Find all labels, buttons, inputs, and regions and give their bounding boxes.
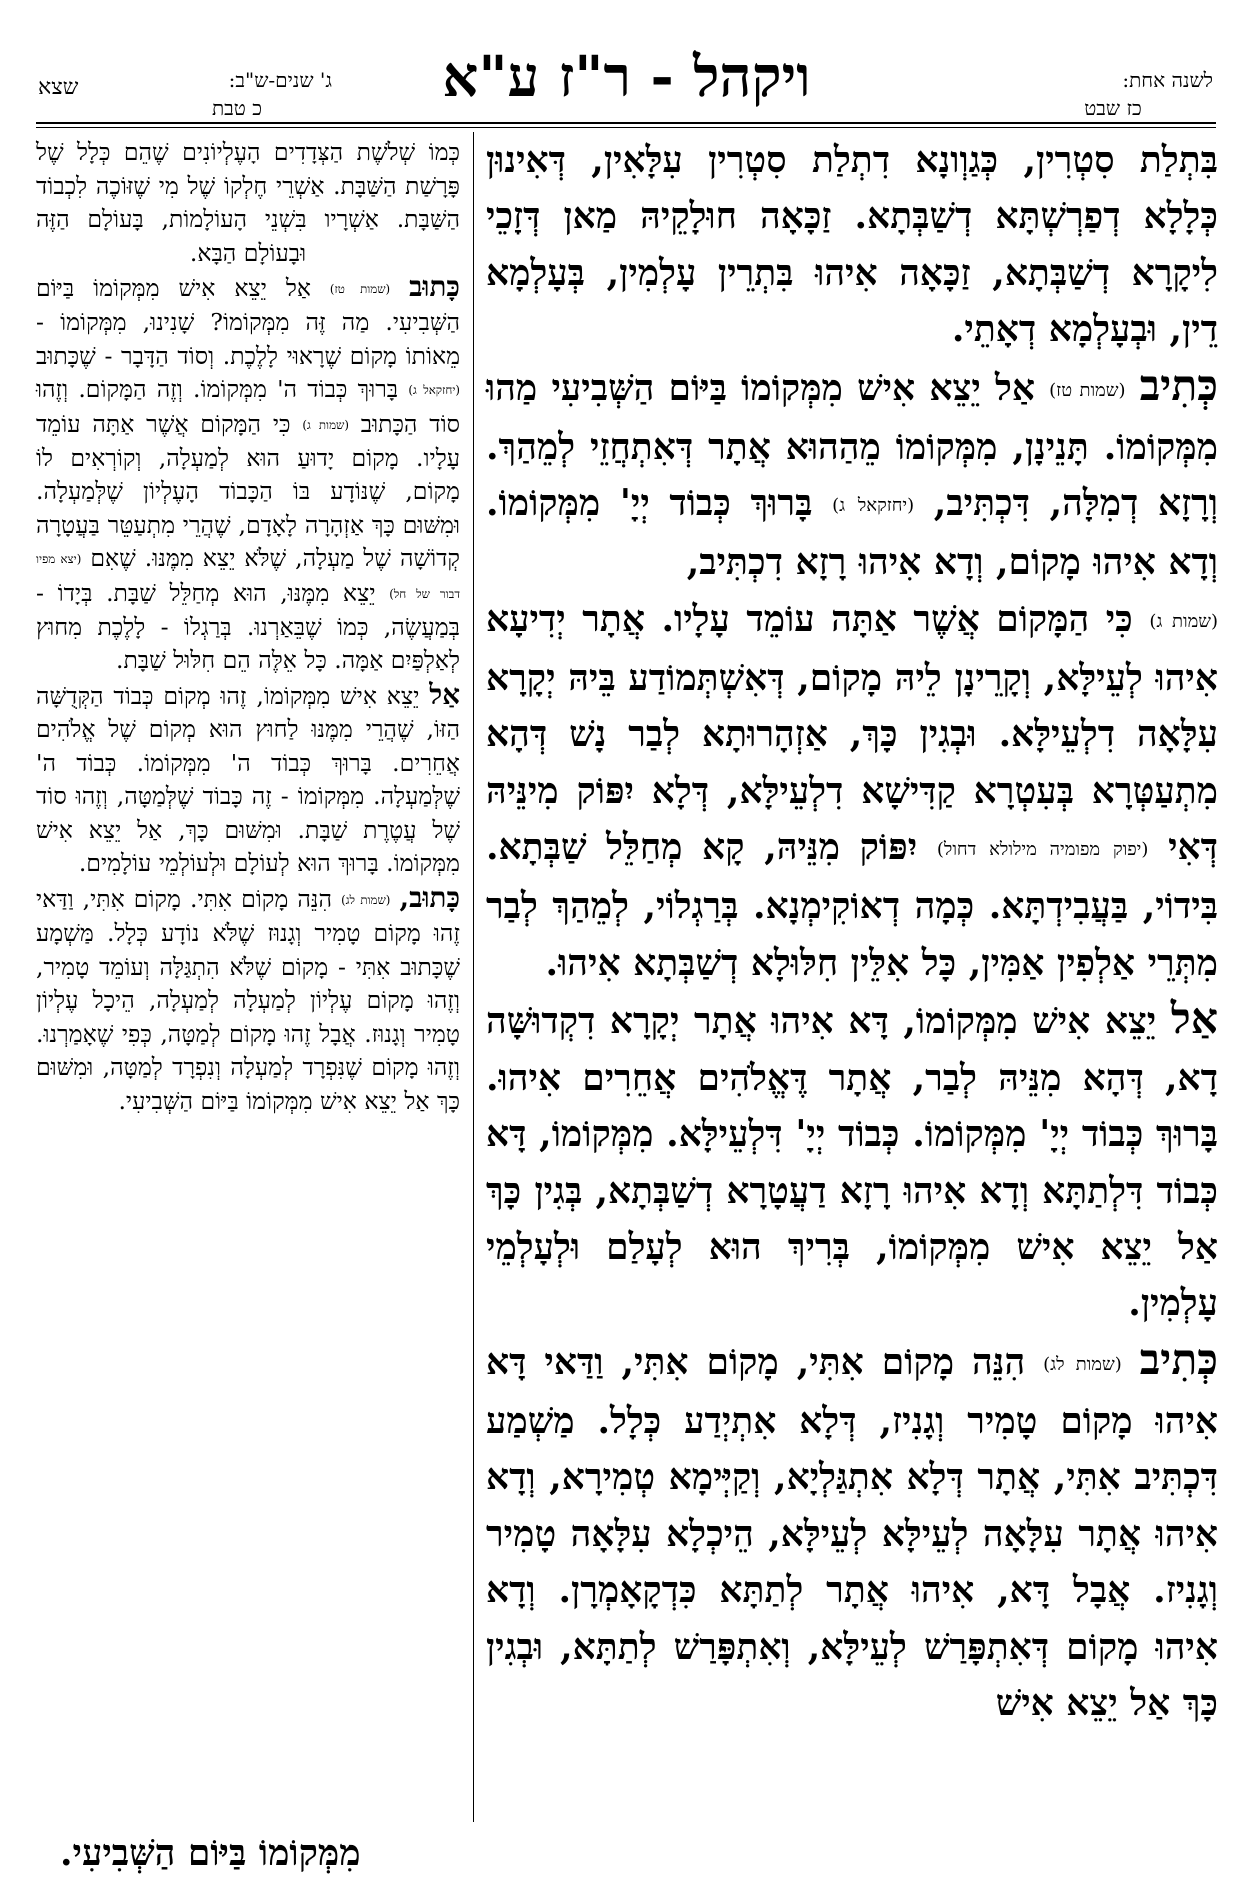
page-title: ויקהל - ר"ז ע"א [442,44,811,110]
main-column-aramaic [486,132,1218,1822]
header-rule-thin [36,127,1216,128]
main-paragraph-4: כְּתִיב (שמות לג) הִנֵּה מָקוֹם אִתִּי, מָקוֹם אִתִּי, וַדַּאי דָּא אִיהוּ מָקוֹם טָמִיר וְגָנִיז, דְּלָא אִתְיְדַע כְּלָל. מַשְׁמַע דִּכְתִּיב אִתִּי, אֲתָר דְּלָא אִתְגַּלְיָא, וְקַיְּימָא טְמִירָא, וְדָא אִיהוּ אֲתָר עִלָּאָה לְעֵילָּא לְעֵילָּא, הֵיכְלָא עִלָּאָה טָמִיר וְגָנִיז. אֲבָל דָּא, אִיהוּ אֲתָר לְתַתָּא כִּדְקָאָמְרָן. וְדָא אִיהוּ מָקוֹם דְּאִתְפָּרַשׁ לְעֵילָּא, וְאִתְפָּרַשׁ לְתַתָּא, וּבְגִין כָּךְ אַל יֵצֵא אִישׁ [486,1334,1218,1724]
source-ref: (שמות לג) [341,892,391,907]
source-ref: (יצא מפיו דבור של חל) [36,552,460,601]
right-schedule-line2: כז שבט [1084,96,1142,120]
lead-word: אַל [429,677,460,711]
column-divider [473,132,474,1822]
lead-word: כָּתוּב [409,270,460,303]
lead-word: כְּתִיב [1139,360,1218,411]
right-schedule-line1: לשנה אחת: [1122,68,1213,92]
source-ref: (יחזקאל ג) [832,495,915,517]
page-number: שצא [38,75,79,100]
source-ref: (יפוק מפומיה מילולא דחול) [936,839,1149,861]
left-schedule-line1: ג' שנים-ש"ב: [228,68,332,92]
side-paragraph-3: אַל יֵצֵא אִישׁ מִמְּקוֹמוֹ, זֶהוּ מְקוֹם כְּבוֹד הַקְּדֻשָּׁה הַזּוֹ, שֶׁהֲרֵי מִמֶּנּוּ לַחוּץ הוּא מְקוֹם שֶׁל אֱלֹהִים אֲחֵרִים. בָּרוּךְ כְּבוֹד ה' מִמְּקוֹמוֹ. כְּבוֹד ה' שֶׁלְּמַעְלָה. מִמְּקוֹמוֹ - זֶה כָּבוֹד שֶׁלְּמַטָּה, וְזֶהוּ סוֹד שֶׁל עֲטֶרֶת שַׁבָּת. וּמִשּׁוּם כָּךְ, אַל יֵצֵא אִישׁ מִמְּקוֹמוֹ. בָּרוּךְ הוּא לְעוֹלָם וּלְעוֹלְמֵי עוֹלָמִים. [36,677,460,878]
source-ref: (יחזקאל ג) [408,383,460,397]
source-ref: (שמות טז) [1049,379,1126,401]
side-paragraph-1: כְּמוֹ שְׁלֹשֶׁת הַצְּדָדִים הָעֶלְיוֹנִים שֶׁהֵם כְּלָל שֶׁל פָּרָשַׁת הַשַּׁבָּת. אַשְׁרֵי חֶלְקוֹ שֶׁל מִי שֶׁזּוֹכֶה לִכְבוֹד הַשַּׁבָּת. אַשְׁרָיו בִּשְׁנֵי הָעוֹלָמוֹת, בָּעוֹלָם הַזֶּה וּבָעוֹלָם הַבָּא. [36,138,460,267]
lead-word: אַל [1170,994,1218,1045]
footer-catchword: מִמְּקוֹמוֹ בַּיּוֹם הַשְּׁבִיעִי. [60,1832,361,1874]
source-ref: (שמות ג) [1149,610,1219,632]
source-ref: (שמות טז) [329,281,391,296]
main-paragraph-2: כְּתִיב (שמות טז) אַל יֵצֵא אִישׁ מִמְּקוֹמוֹ בַּיּוֹם הַשְּׁבִיעִי מַהוּ מִמְּקוֹמוֹ. תָּנֵינָן, מִמְּקוֹמוֹ מֵהַהוּא אֲתָר דְּאִתְחֲזֵי לְמֵהַךְ. וְרָזָא דְמִלָּה, דִּכְתִּיב, (יחזקאל ג) בָּרוּךְ כְּבוֹד יְיָ' מִמְּקוֹמוֹ. וְדָא אִיהוּ מָקוֹם, וְדָא אִיהוּ רָזָא דִכְתִּיב, (שמות ג) כִּי הַמָּקוֹם אֲשֶׁר אַתָּה עוֹמֵד עָלָיו. אֲתָר יְדִיעָא אִיהוּ לְעֵילָּא, וְקָרֵינָן לֵיהּ מָקוֹם, דְּאִשְׁתְּמוֹדַע בֵּיהּ יְקָרָא עִלָּאָה דִלְעֵילָּא. וּבְגִין כָּךְ, אַזְהָרוּתָא לְבַר נָשׁ דְּהָא מִתְעַטְּרָא בְּעִטְרָא קַדִּישָׁא דִלְעֵילָּא, דְּלָא יִפּוֹק מִינֵּיהּ דְּאִי (יפוק מפומיה מילולא דחול) יִפּוֹק מִנֵּיהּ, קָא מְחַלֵּל שַׁבְּתָא. בִּידוֹי, בַּעֲבִידְתָּא. כְּמָה דְאוֹקִימְנָא. בְּרַגְלוֹי, לְמֵהַךְ לְבַר מִתְּרֵי אַלְפִין אַמִּין, כָּל אִלֵּין חִלּוּלָא דְשַׁבְּתָא אִיהוּ. [486,360,1219,984]
header-rule [36,122,1216,124]
right-schedule [1013,66,1213,122]
side-column-hebrew [36,136,460,1826]
lead-word: כְּתִיב [1139,1334,1218,1385]
source-ref: (שמות ג) [302,417,349,432]
lead-word: כָּתוּב, [399,880,460,914]
side-paragraph-2: כָּתוּב (שמות טז) אַל יֵצֵא אִישׁ מִמְּקוֹמוֹ בַּיּוֹם הַשְּׁבִיעִי. מַה זֶּה מִמְּקוֹמוֹ? שָׁנִינוּ, מִמְּקוֹמוֹ - מֵאוֹתוֹ מָקוֹם שֶׁרָאוּי לָלֶכֶת. וְסוֹד הַדָּבָר - שֶׁכָּתוּב (יחזקאל ג) בָּרוּךְ כְּבוֹד ה' מִמְּקוֹמוֹ. וְזֶה הַמָּקוֹם. וְזֶהוּ סוֹד הַכָּתוּב (שמות ג) כִּי הַמָּקוֹם אֲשֶׁר אַתָּה עוֹמֵד עָלָיו. מָקוֹם יָדוּעַ הוּא לְמַעְלָה, וְקוֹרְאִים לוֹ מָקוֹם, שֶׁנּוֹדָע בּוֹ הַכָּבוֹד הָעֶלְיוֹן שֶׁלְּמַעְלָה. וּמִשּׁוּם כָּךְ אַזְהָרָה לָאָדָם, שֶׁהֲרֵי מִתְעַטֵּר בַּעֲטָרָה קְדוֹשָׁה שֶׁל מַעְלָה, שֶׁלֹּא יֵצֵא מִמֶּנּוּ. שֶׁאִם (יצא מפיו דבור של חל) יֵצֵא מִמֶּנּוּ, הוּא מְחַלֵּל שַׁבָּת. בְּיָדוֹ - בְּמַעֲשֶׂה, כְּמוֹ שֶׁבֵּאַרְנוּ. בְּרַגְלוֹ - לָלֶכֶת מִחוּץ לְאַלְפַּיִם אַמָּה. כָּל אֵלֶּה הֵם חִלּוּל שַׁבָּת. [36,270,460,675]
source-ref: (שמות לג) [1043,1353,1122,1375]
left-schedule-line2: כ טבת [211,96,263,120]
side-paragraph-4: כָּתוּב, (שמות לג) הִנֵּה מָקוֹם אִתִּי. מָקוֹם אִתִּי, וַדַּאי זֶהוּ מָקוֹם טָמִיר וְגָנוּז שֶׁלֹּא נוֹדָע כְּלָל. מַּשְׁמָע שֶׁכָּתוּב אִתִּי - מָקוֹם שֶׁלֹּא הִתְגַּלָּה וְעוֹמֵד טָמִיר, וְזֶהוּ מָקוֹם עֶלְיוֹן לְמַעְלָה לְמַעְלָה, הֵיכָל עֶלְיוֹן טָמִיר וְגָנוּז. אֲבָל זֶהוּ מָקוֹם לְמַטָּה, כְּפִי שֶׁאָמַרְנוּ. וְזֶהוּ מָקוֹם שֶׁנִּפְרָד לְמַעְלָה וְנִפְרָד לְמַטָּה, וּמִשּׁוּם כָּךְ אַל יֵצֵא אִישׁ מִמְּקוֹמוֹ בַּיּוֹם הַשְּׁבִיעִי. [36,880,460,1115]
main-paragraph-1: בִּתְלַת סִטְרִין, כְּגַוְונָא דִתְלַת סִטְרִין עִלָּאִין, דְּאִינוּן כְּלָלָא דְפַרְשְׁתָּא דְשַׁבְּתָא. זַכָּאָה חוּלָקֵיהּ מַאן דְּזָכֵי לִיקָרָא דְשַׁבְּתָא, זַכָּאָה אִיהוּ בִּתְרֵין עָלְמִין, בְּעָלְמָא דֵין, וּבְעָלְמָא דְאָתֵי. [486,139,1218,351]
main-paragraph-3: אַל יֵצֵא אִישׁ מִמְּקוֹמוֹ, דָּא אִיהוּ אֲתָר יְקָרָא דִקְדוּשָּׁה דָא, דְּהָא מִנֵּיהּ לְבַר, אֲתָר דֶּאֱלֹהִים אֲחֵרִים אִיהוּ. בָּרוּךְ כְּבוֹד יְיָ' מִמְּקוֹמוֹ. כְּבוֹד יְיָ' דִּלְעֵילָּא. מִמְּקוֹמוֹ, דָּא כְּבוֹד דִּלְתַתָּא וְדָא אִיהוּ רָזָא דַעֲטָרָא דְשַׁבְּתָא, בְּגִין כָּךְ אַל יֵצֵא אִישׁ מִמְּקוֹמוֹ, בְּרִיךְ הוּא לְעָלַם וּלְעָלְמֵי עָלְמִין. [486,994,1218,1325]
